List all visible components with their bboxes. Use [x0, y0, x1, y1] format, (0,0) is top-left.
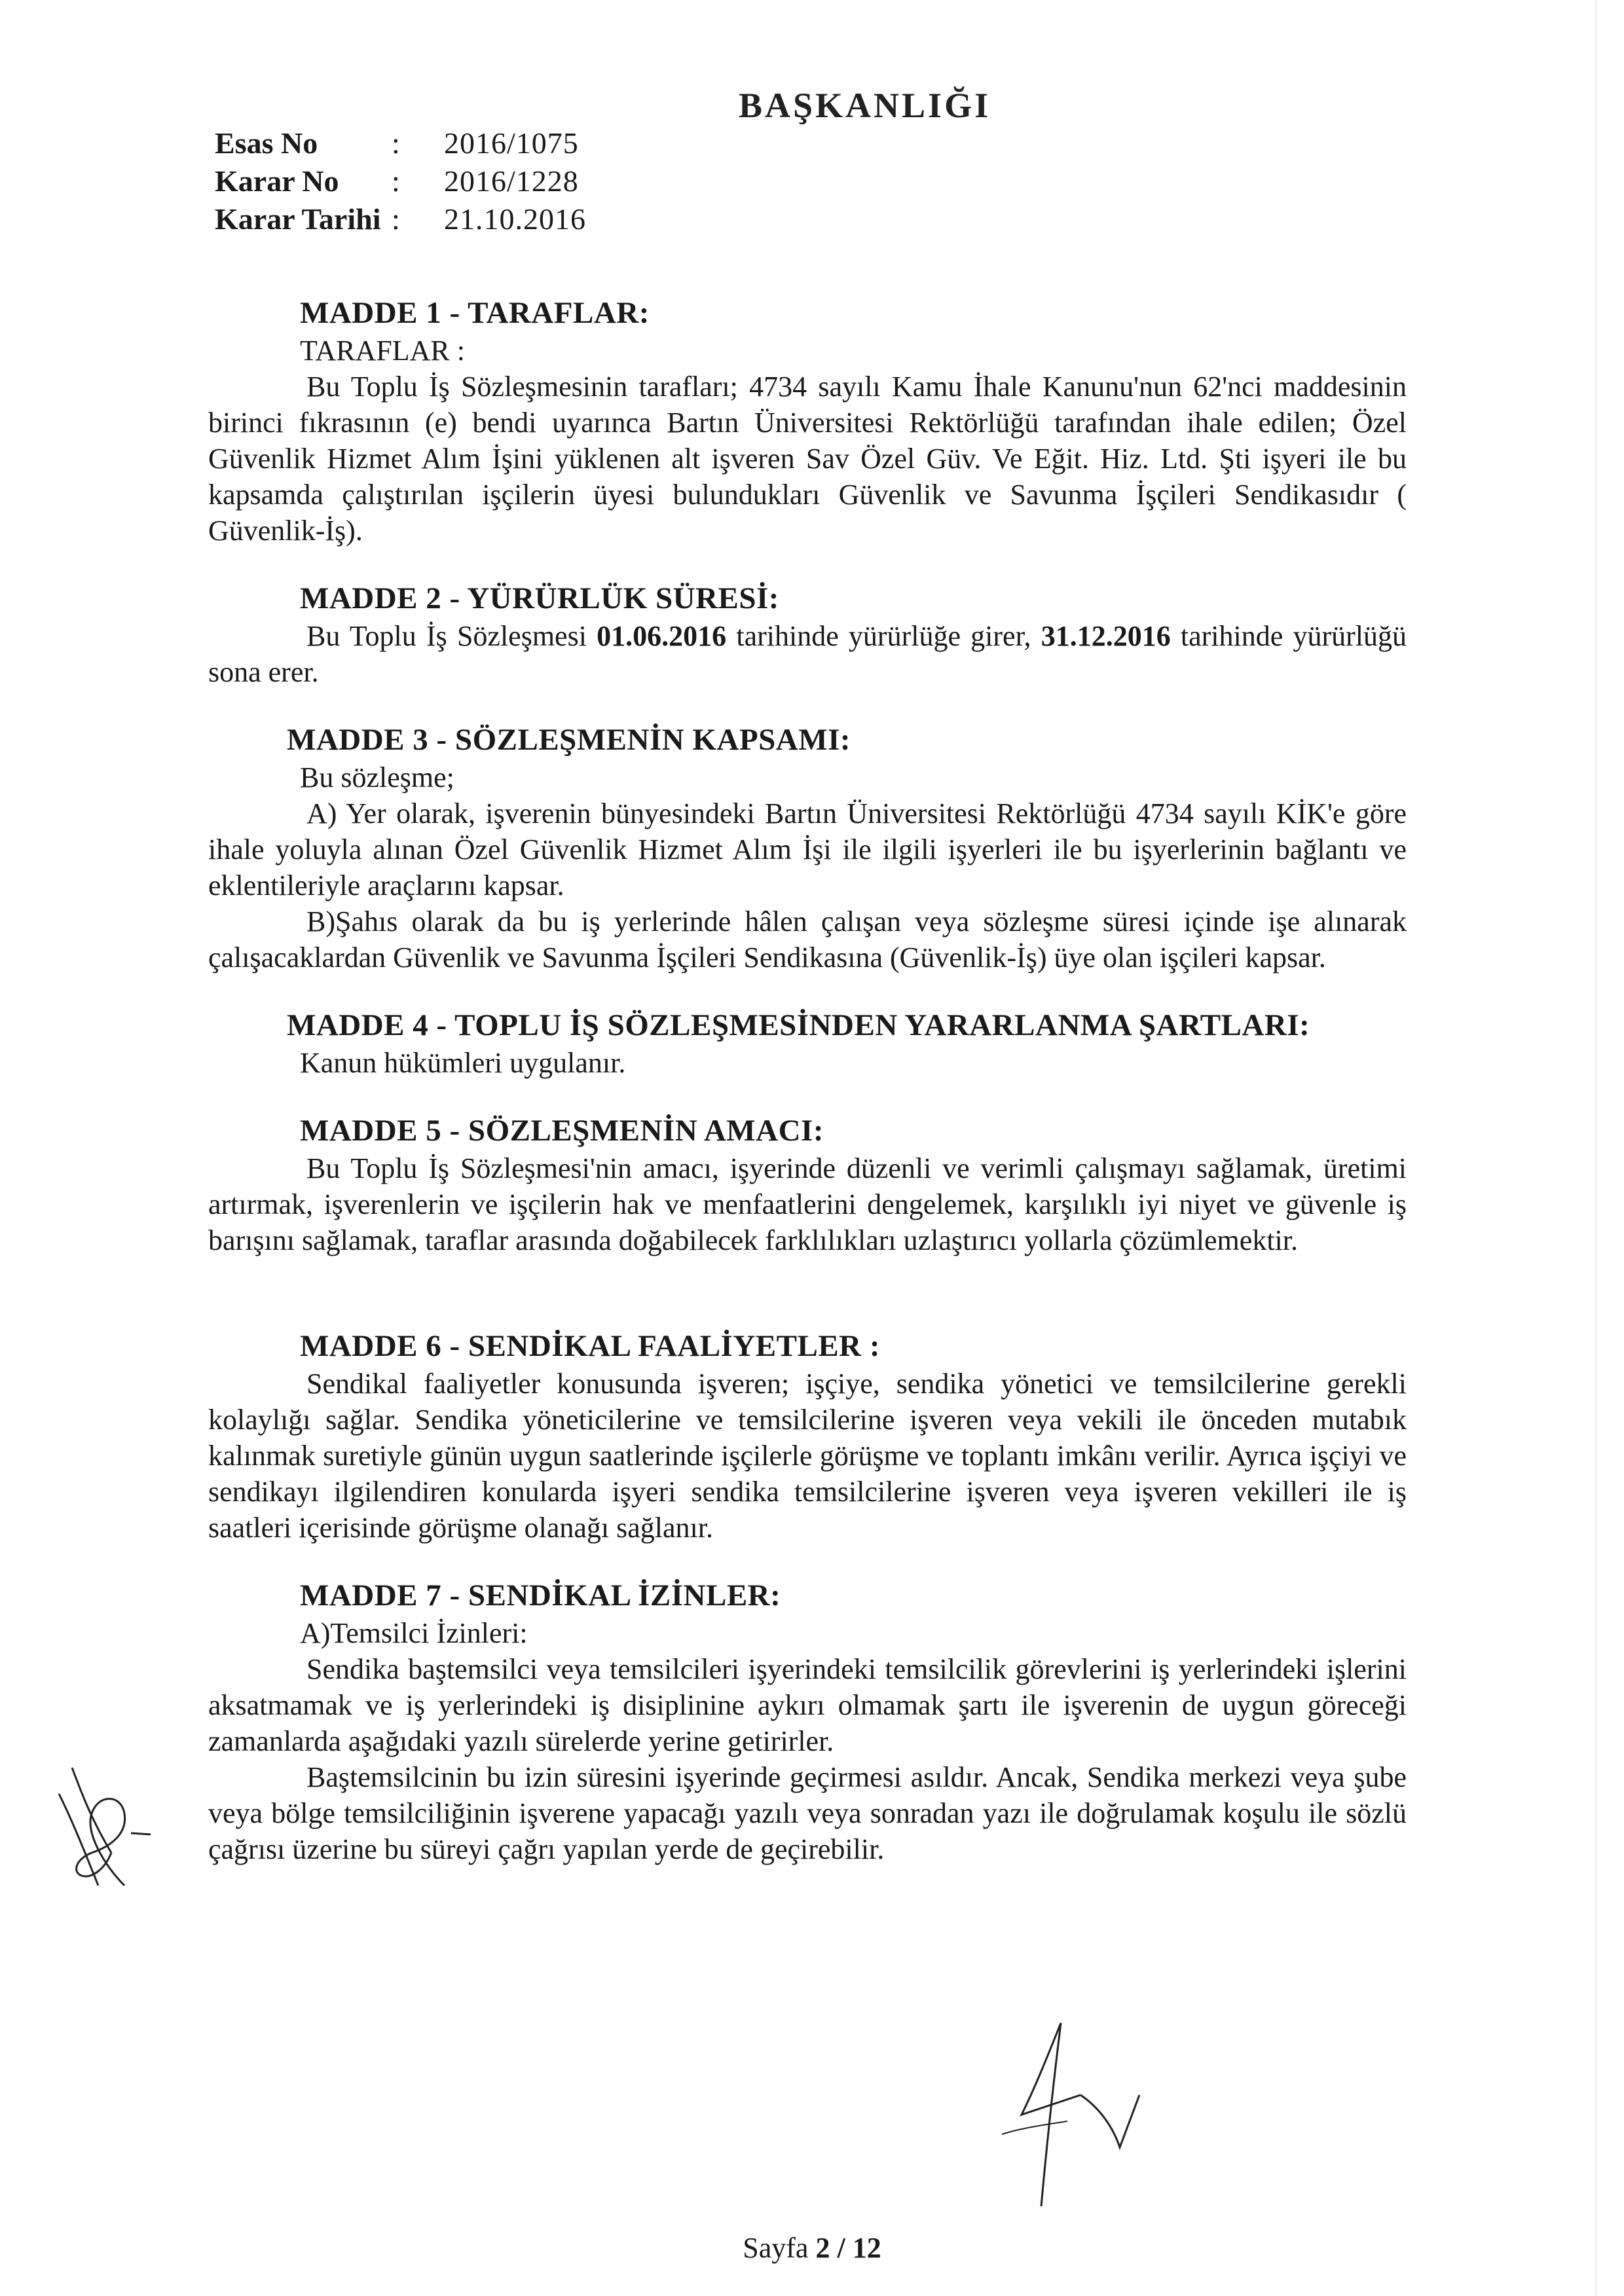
article-5	[208, 1111, 1407, 1258]
article-title: MADDE 5 - SÖZLEŞMENİN AMACI:	[300, 1114, 824, 1148]
case-metadata	[215, 124, 586, 238]
meta-row-karar	[215, 162, 586, 200]
article-subheading: A)Temsilci İzinleri:	[300, 1617, 528, 1649]
meta-row-esas	[215, 124, 586, 162]
article-paragraph: Baştemsilcinin bu izin süresini işyerinde geçirmesi asıldır. Ancak, Sendika merkezi veya şube veya bölge temsilciliğinin işverene yapacağı yazılı veya sonradan yazı ile doğrulamak koşulu ile sözlü çağrısı üzerine bu süreyi çağrı yapılan yerde de geçirebilir.	[208, 1761, 1407, 1865]
meta-row-tarih	[215, 200, 586, 238]
article-paragraph: Bu Toplu İş Sözleşmesinin tarafları; 4734 sayılı Kamu İhale Kanunu'nun 62'nci maddesinin birinci fıkrasının (e) bendi uyarınca Bartın Üniversitesi Rektörlüğü tarafından ihale edilen; Özel Güvenlik Hizmet Alım İşini yüklenen alt işveren Sav Özel Güv. Ve Eğit. Hiz. Ltd. Şti işyeri ile bu kapsamda çalıştırılan işçilerin üyesi bulundukları Güvenlik ve Savunma İşçileri Sendikasıdır ( Güvenlik-İş).	[208, 371, 1407, 547]
initials-signature-left	[46, 1755, 157, 1892]
article-paragraph: Sendikal faaliyetler konusunda işveren; işçiye, sendika yönetici ve temsilcilerine gerekli kolaylığı sağlar. Sendika yöneticilerine ve temsilcilerine işveren veya vekili ile önceden mutabık kalınmak suretiyle günün uygun saatlerinde işçilerle görüşme ve toplantı imkânı verilir. Ayrıca işçiyi ve sendikayı ilgilendiren konularda işyeri sendika temsilcilerine işveren veya işveren vekilleri ile iş saatleri içerisinde görüşme olanağı sağlanır.	[208, 1368, 1407, 1544]
article-3	[208, 720, 1407, 975]
article-title: MADDE 7 - SENDİKAL İZİNLER:	[300, 1578, 781, 1613]
article-2	[208, 579, 1407, 690]
page-prefix: Sayfa	[743, 2232, 816, 2264]
document-body	[208, 293, 1407, 1897]
page-number: 2 / 12	[815, 2232, 881, 2264]
article-title: MADDE 2 - YÜRÜRLÜK SÜRESİ:	[300, 581, 779, 615]
meta-separator: :	[392, 164, 400, 198]
article-paragraph: Sendika baştemsilci veya temsilcileri işyerindeki temsilcilik görevlerini iş yerlerindeki işlerini aksatmamak ve iş yerlerindeki iş disiplinine aykırı olmamak şartı ile işverenin de uygun göreceği zamanlarda aşağıdaki yazılı sürelerde yerine getirirler.	[208, 1653, 1407, 1757]
meta-separator: :	[392, 202, 400, 236]
article-4	[208, 1006, 1407, 1081]
scan-edge-shadow	[1595, 0, 1596, 2296]
cut-off-header: BAŞKANLIĞI	[739, 86, 991, 125]
article-7	[208, 1576, 1407, 1867]
article-1	[208, 293, 1407, 549]
meta-value: 2016/1228	[444, 164, 579, 198]
page-footer	[0, 2231, 1624, 2265]
article-6	[208, 1326, 1407, 1546]
start-date: 01.06.2016	[597, 620, 727, 652]
signature-right	[982, 2016, 1153, 2213]
article-paragraph: Bu Toplu İş Sözleşmesi 01.06.2016 tarihinde yürürlüğe girer, 31.12.2016 tarihinde yürürlüğü sona erer.	[208, 620, 1407, 688]
article-title: MADDE 4 - TOPLU İŞ SÖZLEŞMESİNDEN YARARLANMA ŞARTLARI:	[287, 1008, 1310, 1042]
meta-separator: :	[392, 126, 400, 160]
article-item-a: A) Yer olarak, işverenin bünyesindeki Bartın Üniversitesi Rektörlüğü 4734 sayılı KİK'e göre ihale yoluyla alınan Özel Güvenlik Hizmet Alım İşi ile ilgili işyerleri ile bu işyerlerinin bağlantı ve eklentileriyle araçlarını kapsar.	[208, 797, 1407, 902]
article-title: MADDE 3 - SÖZLEŞMENİN KAPSAMI:	[287, 723, 851, 757]
article-item-b: B)Şahıs olarak da bu iş yerlerinde hâlen çalışan veya sözleşme süresi içinde işe alınarak çalışacaklardan Güvenlik ve Savunma İşçileri Sendikasına (Güvenlik-İş) üye olan işçileri kapsar.	[208, 905, 1407, 974]
meta-key: Karar Tarihi	[215, 202, 381, 236]
article-title: MADDE 6 - SENDİKAL FAALİYETLER :	[300, 1329, 881, 1363]
article-paragraph: Bu Toplu İş Sözleşmesi'nin amacı, işyerinde düzenli ve verimli çalışmayı sağlamak, üretimi artırmak, işverenlerin ve işçilerin hak ve menfaatlerini dengelemek, karşılıklı iyi niyet ve güvenle iş barışını sağlamak, taraflar arasında doğabilecek farklılıkları uzlaştırıcı yollarla çözümlemektir.	[208, 1152, 1407, 1256]
article-title: MADDE 1 - TARAFLAR:	[300, 296, 650, 330]
end-date: 31.12.2016	[1041, 620, 1171, 652]
article-intro: Bu sözleşme;	[300, 761, 454, 793]
meta-key: Esas No	[215, 126, 318, 160]
meta-value: 2016/1075	[444, 126, 579, 160]
article-subtitle: TARAFLAR :	[300, 335, 465, 367]
meta-value: 21.10.2016	[444, 202, 586, 236]
article-paragraph: Kanun hükümleri uygulanır.	[300, 1047, 626, 1079]
meta-key: Karar No	[215, 164, 339, 198]
